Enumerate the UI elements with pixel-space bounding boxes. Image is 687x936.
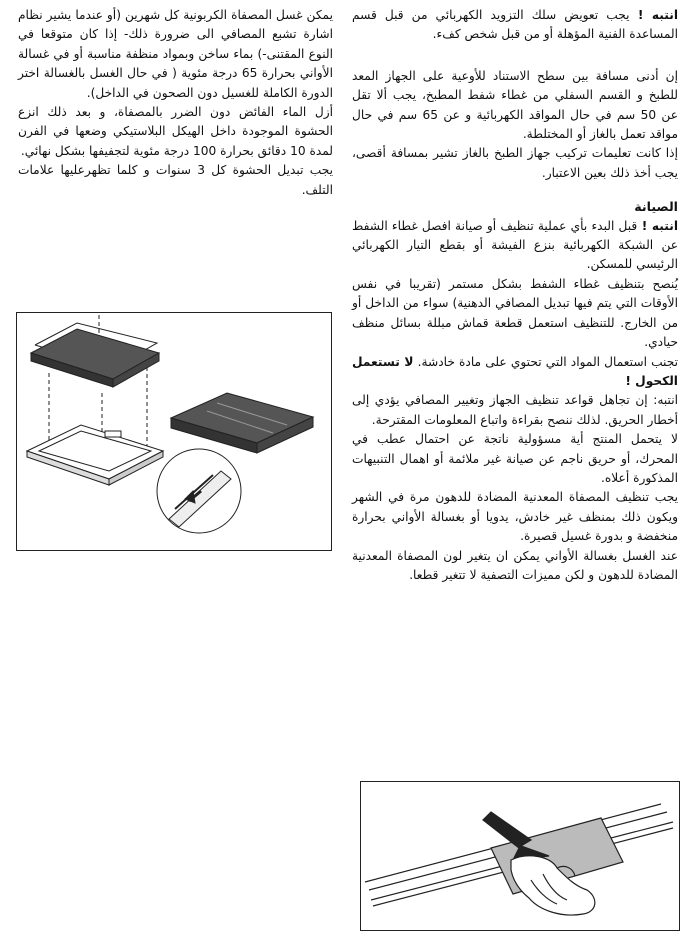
left-column <box>18 6 333 200</box>
right-column <box>352 6 678 585</box>
filling-replacement: يجب تبديل الحشوة كل 3 سنوات و كلما تظهرعليها علامات التلف. <box>18 163 333 197</box>
warning-label: انتبه ! <box>637 218 679 233</box>
warning-power-cable: انتبه ! يجب تعويض سلك التزويد الكهربائي من قبل قسم المساعدة الفنية المؤهلة أو من قبل شخص كفء. <box>352 8 678 42</box>
dishwasher-color-note: عند الغسل بغسالة الأواني يمكن ان يتغير لون المصفاة المعدنية المضادة للدهون و لكن مميزات التصفية لا تتغير قطعا. <box>352 548 678 582</box>
filter-figure <box>16 312 332 551</box>
liability-paragraph: لا يتحمل المنتج أية مسؤولية ناتجة عن احتمال عطب في المحرك، أو حريق ناجم عن صيانة غير ملائمة أو اهمال التنبيهات المذكورة أعلاه. <box>352 432 678 485</box>
carbon-filter-drying-illustration-icon <box>17 313 331 550</box>
fire-risk-warning: انتبه: إن تجاهل قواعد تنظيف الجهاز وتغيير المصافي يؤدي إلى أخطار الحريق. لذلك ننصح بقراءة واتباع المعلومات المقترحة. <box>352 393 678 427</box>
abrasive-warning: تجنب استعمال المواد التي تحتوي على مادة خادشة. لا تستعمل الكحول ! <box>352 354 678 388</box>
maintenance-heading: الصيانة <box>634 199 678 215</box>
min-distance-paragraph: إن أدنى مسافة بين سطح الاستناد للأوعية على الجهاز المعد للطبخ و القسم السفلي من غطاء شفط المطبخ، يجب ألا تقل عن 50 سم في حال المواقد الكهربائية و عن 65 سم في حال مواقد تعمل بالغاز أو المختلطة. <box>352 68 678 142</box>
no-alcohol-warning: لا تستعمل الكحول ! <box>352 354 678 388</box>
carbon-filter-drying: أزل الماء الفائض دون الضرر بالمصفاة، و بعد ذلك انزع الحشوة الموجودة داخل الهيكل البلاستيكي وضعها في الفرن لمدة 10 دقائق بحرارة 100 درجة مئوية لتجفيفها بشكل نهائي. <box>18 105 333 158</box>
maintenance-warning: انتبه ! قبل البدء بأي عملية تنظيف أو صيانة افصل غطاء الشفط عن الشبكة الكهربائية بنزع الفيشة أو بقطع التيار الكهربائي الرئيسي للمسكن. <box>352 218 679 272</box>
warning-label: انتبه ! <box>629 8 678 22</box>
carbon-filter-washing: يمكن غسل المصفاة الكربونية كل شهرين (أو عندما يشير نظام اشارة تشبع المصافي الى ضرورة ذلك- إذا كان متوقعا في النوع المقتنى-) بماء ساخن وبمواد منظفة مناسبة أو في غسالة الأواني بحرارة 65 درجة مئوية ( في حال الغسل بالغسالة اختر الدورة الكاملة للغسيل دون الصحون في الداخل). <box>18 8 333 100</box>
grease-filter-figure <box>360 781 680 931</box>
grease-filter-cleaning: يجب تنظيف المصفاة المعدنية المضادة للدهون مرة في الشهر ويكون ذلك بمنظف غير خادش، يدويا أو بغسالة الأواني بحرارة منخفضة و بدورة غسيل قصيرة. <box>352 490 678 544</box>
cleaning-advice: يُنصح بتنظيف غطاء الشفط بشكل مستمر (تقريبا في نفس الأوقات التي يتم فيها تبديل المصافي الدهنية) سواء من الداخل أو من الخارج. للتنظيف استعمل قطعة قماش مبللة بسائل منظف حيادي. <box>352 276 678 350</box>
grease-filter-removal-illustration-icon <box>361 782 679 930</box>
gas-instructions-paragraph: إذا كانت تعليمات تركيب جهاز الطبخ بالغاز تشير بمسافة أقصى، يجب أخذ ذلك بعين الاعتبار. <box>352 146 678 180</box>
